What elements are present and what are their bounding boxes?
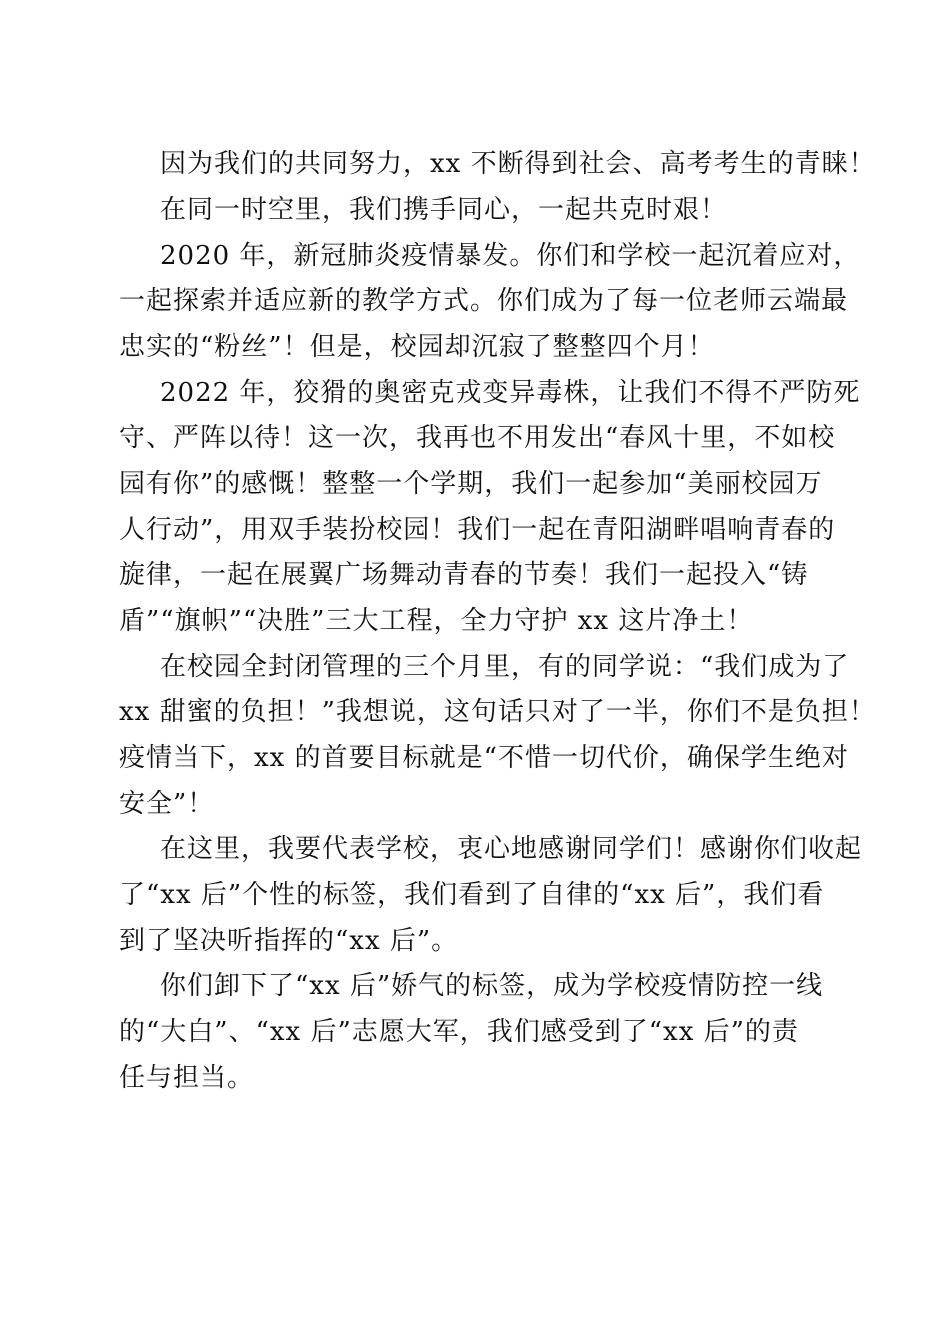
text-line: 守、严阵以待！这一次，我再也不用发出“春风十里，不如校 [119,423,836,453]
text-line: 2020 年，新冠肺炎疫情暴发。你们和学校一起沉着应对， [160,241,861,271]
text-line: 在校园全封闭管理的三个月里，有的同学说：“我们成为了 [160,652,850,682]
text-line: 旋律，一起在展翼广场舞动青春的节奏！我们一起投入“铸 [119,560,809,590]
text-line: 忠实的“粉丝”！但是，校园却沉寂了整整四个月！ [119,332,715,362]
text-line: 盾”“旗帜”“决胜”三大工程，全力守护 xx 这片净土！ [119,606,754,636]
text-line: 在同一时空里，我们携手同心，一起共克时艰！ [160,195,728,225]
text-line: 安全”！ [119,789,215,819]
text-line: 园有你”的感慨！整整一个学期，我们一起参加“美丽校园万 [119,469,823,499]
text-line: 任与担当。 [119,1063,255,1093]
text-line: 一起探索并适应新的教学方式。你们成为了每一位老师云端最 [119,286,849,316]
text-line: 因为我们的共同努力，xx 不断得到社会、高考考生的青睐！ [160,149,876,179]
text-line: 疫情当下，xx 的首要目标就是“不惜一切代价，确保学生绝对 [119,743,849,773]
text-line: 2022 年，狡猾的奥密克戎变异毒株，让我们不得不严防死 [160,378,861,408]
text-line: 了“xx 后”个性的标签，我们看到了自律的“xx 后”，我们看 [119,880,825,910]
text-line: 的“大白”、“xx 后”志愿大军，我们感受到了“xx 后”的责 [119,1017,799,1047]
text-line: 人行动”，用双手装扮校园！我们一起在青阳湖畔唱响青春的 [119,515,836,545]
text-line: 在这里，我要代表学校，衷心地感谢同学们！感谢你们收起 [160,834,863,864]
text-line: 你们卸下了“xx 后”娇气的标签，成为学校疫情防控一线 [160,971,824,1001]
text-line: xx 甜蜜的负担！”我想说，这句话只对了一半，你们不是负担！ [119,697,876,727]
text-line: 到了坚决听指挥的“xx 后”。 [119,926,459,956]
